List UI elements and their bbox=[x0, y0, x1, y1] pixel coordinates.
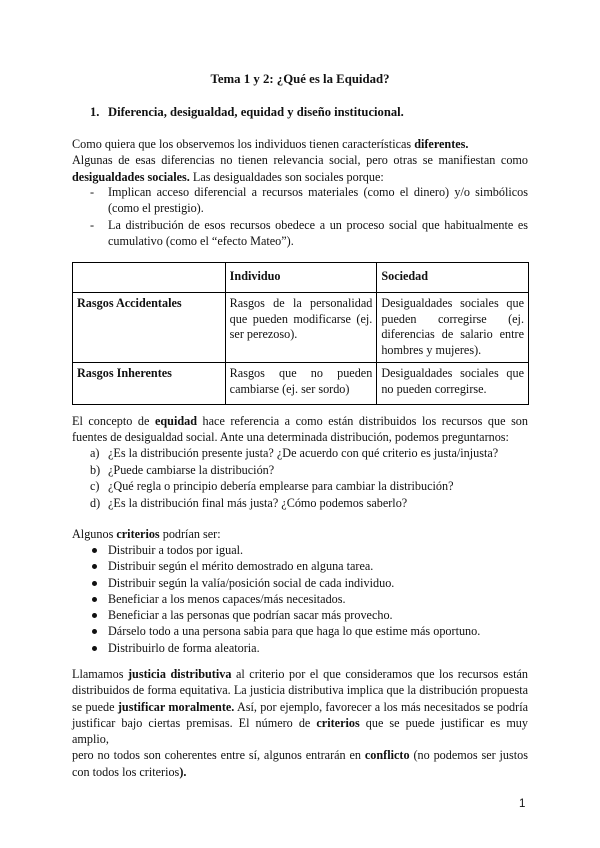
table-cell-sociedad: Desigualdades sociales que pueden corregirse (ej. diferencias de salario entre hombres y mujeres). bbox=[377, 293, 529, 363]
list-item bbox=[90, 623, 480, 639]
justicia-text: se puede bbox=[72, 699, 118, 714]
criterios-intro-bold: criterios bbox=[116, 527, 160, 541]
question-mark: a) bbox=[90, 446, 100, 460]
section-heading-text: Diferencia, desigualdad, equidad y diseño institucional. bbox=[108, 105, 404, 119]
rasgos-table bbox=[72, 262, 529, 405]
list-item bbox=[90, 445, 498, 462]
justicia-line-4 bbox=[72, 715, 528, 748]
question-text: ¿Es la distribución final más justa? ¿Cómo podemos saberlo? bbox=[108, 495, 408, 510]
justicia-text: al criterio por el que consideramos que los recursos están bbox=[231, 667, 528, 681]
justicia-text: justificar bajo ciertas premisas. El número de bbox=[72, 715, 317, 730]
criterios-list bbox=[90, 542, 480, 656]
list-item bbox=[90, 575, 480, 591]
question-text: ¿Es la distribución presente justa? ¿De acuerdo con qué criterio es justa/injusta? bbox=[108, 446, 499, 460]
question-text: ¿Puede cambiarse la distribución? bbox=[108, 462, 275, 477]
bullet-icon bbox=[92, 581, 97, 586]
criterio-text: Distribuir según la valía/posición social de cada individuo. bbox=[108, 575, 395, 590]
list-item bbox=[90, 640, 480, 656]
equidad-text: hace referencia a como están distribuidos los recursos que son bbox=[197, 414, 528, 428]
list-item bbox=[90, 542, 480, 558]
criterios-intro-text: Algunos bbox=[72, 527, 117, 541]
criterio-text: Distribuir según el mérito demostrado en alguna tarea. bbox=[108, 559, 374, 574]
justicia-line-1 bbox=[72, 666, 528, 682]
bullet-icon bbox=[92, 613, 97, 618]
justicia-bold: conflicto bbox=[364, 748, 410, 763]
justicia-bold: ). bbox=[179, 764, 187, 779]
justicia-bold: justificar moralmente. bbox=[117, 699, 235, 714]
dash-item-text: Implican acceso diferencial a recursos materiales (como el dinero) y/o simbólicos (como el prestigio). bbox=[108, 185, 528, 216]
justicia-text: que se puede justificar es muy amplio, bbox=[72, 715, 528, 747]
equidad-bold: equidad bbox=[154, 414, 197, 428]
table-row bbox=[73, 293, 529, 363]
intro-paragraph bbox=[72, 136, 528, 185]
intro-bold-desigualdades: desigualdades sociales. bbox=[72, 169, 190, 184]
bullet-icon bbox=[92, 629, 97, 634]
criterio-text: Beneficiar a los menos capaces/más necesitados. bbox=[108, 591, 346, 606]
criterios-intro-line bbox=[72, 526, 528, 542]
intro-text: Como quiera que los observemos los individuos tienen características bbox=[72, 137, 415, 151]
criterio-text: Beneficiar a las personas que podrían sacar más provecho. bbox=[108, 608, 393, 623]
dash-list bbox=[90, 184, 528, 249]
intro-line-2: Algunas de esas diferencias no tienen relevancia social, pero otras se manifiestan como bbox=[72, 153, 528, 168]
criterio-text: Dárselo todo a una persona sabia para que haga lo que estime más oportuno. bbox=[108, 624, 481, 639]
section-number: 1. bbox=[90, 105, 100, 119]
page-title: Tema 1 y 2: ¿Qué es la Equidad? bbox=[210, 72, 390, 86]
bullet-icon bbox=[92, 646, 97, 651]
criterios-intro-text: podrían ser: bbox=[159, 527, 221, 541]
list-item bbox=[90, 607, 480, 623]
bullet-icon bbox=[92, 564, 97, 569]
criterios-intro bbox=[72, 526, 528, 542]
criterio-text: Distribuirlo de forma aleatoria. bbox=[108, 640, 260, 655]
justicia-text: Llamamos bbox=[72, 667, 128, 681]
dash-mark: - bbox=[90, 217, 95, 232]
table-cell-sociedad: Desigualdades sociales que no pueden corregirse. bbox=[377, 363, 529, 405]
justicia-line-2: distribuidos de forma equitativa. La justicia distributiva implica que la distribución propuesta bbox=[72, 683, 528, 698]
question-mark: c) bbox=[90, 479, 100, 493]
dash-mark: - bbox=[90, 185, 95, 199]
list-item bbox=[90, 591, 480, 607]
page-number: 1 bbox=[519, 798, 526, 810]
list-item bbox=[90, 184, 528, 217]
justicia-line-6 bbox=[72, 764, 528, 780]
question-text: ¿Qué regla o principio debería emplearse para cambiar la distribución? bbox=[108, 479, 454, 493]
list-item bbox=[90, 462, 498, 479]
table-row-label: Rasgos Inherentes bbox=[73, 363, 226, 405]
table-header-row bbox=[73, 263, 529, 293]
table-row bbox=[73, 363, 529, 405]
justicia-text: con todos los criterios bbox=[72, 764, 180, 779]
list-item bbox=[90, 495, 498, 512]
intro-text: Las desigualdades son sociales porque: bbox=[189, 169, 384, 184]
table-header-individuo: Individuo bbox=[225, 263, 377, 293]
table-header-empty bbox=[73, 263, 226, 293]
question-mark: d) bbox=[90, 495, 101, 510]
question-mark: b) bbox=[90, 462, 101, 477]
table-cell-individuo: Rasgos que no pueden cambiarse (ej. ser sordo) bbox=[225, 363, 377, 405]
intro-bold-diferentes: diferentes. bbox=[414, 137, 469, 151]
justicia-text: (no podemos ser justos bbox=[409, 748, 528, 763]
equidad-paragraph bbox=[72, 413, 528, 446]
equidad-line-2: fuentes de desigualdad social. Ante una determinada distribución, podemos preguntarnos: bbox=[72, 430, 509, 445]
justicia-line-3 bbox=[72, 699, 528, 715]
justicia-paragraph bbox=[72, 666, 528, 780]
list-item bbox=[90, 558, 480, 574]
dash-item-text: La distribución de esos recursos obedece a un proceso social que habitualmente es cumulativo (como el “efecto Mateo”). bbox=[108, 217, 528, 248]
list-item bbox=[90, 217, 528, 250]
bullet-icon bbox=[92, 597, 97, 602]
justicia-text: Así, por ejemplo, favorecer a los más necesitados se podría bbox=[234, 699, 528, 714]
justicia-line-5 bbox=[72, 747, 528, 763]
justicia-bold: justicia distributiva bbox=[128, 667, 232, 681]
intro-line-1 bbox=[72, 136, 528, 152]
justicia-bold: criterios bbox=[316, 715, 360, 730]
table-header-sociedad: Sociedad bbox=[377, 263, 529, 293]
table-cell-individuo: Rasgos de la personalidad que pueden modificarse (ej. ser perezoso). bbox=[225, 293, 377, 363]
justicia-text: pero no todos son coherentes entre sí, algunos entrarán en bbox=[72, 748, 365, 763]
equidad-text: El concepto de bbox=[72, 414, 155, 428]
criterio-text: Distribuir a todos por igual. bbox=[108, 543, 244, 557]
bullet-icon bbox=[92, 548, 97, 553]
intro-line-3 bbox=[72, 169, 528, 185]
table-row-label: Rasgos Accidentales bbox=[73, 293, 226, 363]
section-heading bbox=[90, 105, 404, 120]
equidad-line-1 bbox=[72, 413, 528, 429]
list-item bbox=[90, 478, 498, 495]
questions-list bbox=[90, 445, 498, 511]
